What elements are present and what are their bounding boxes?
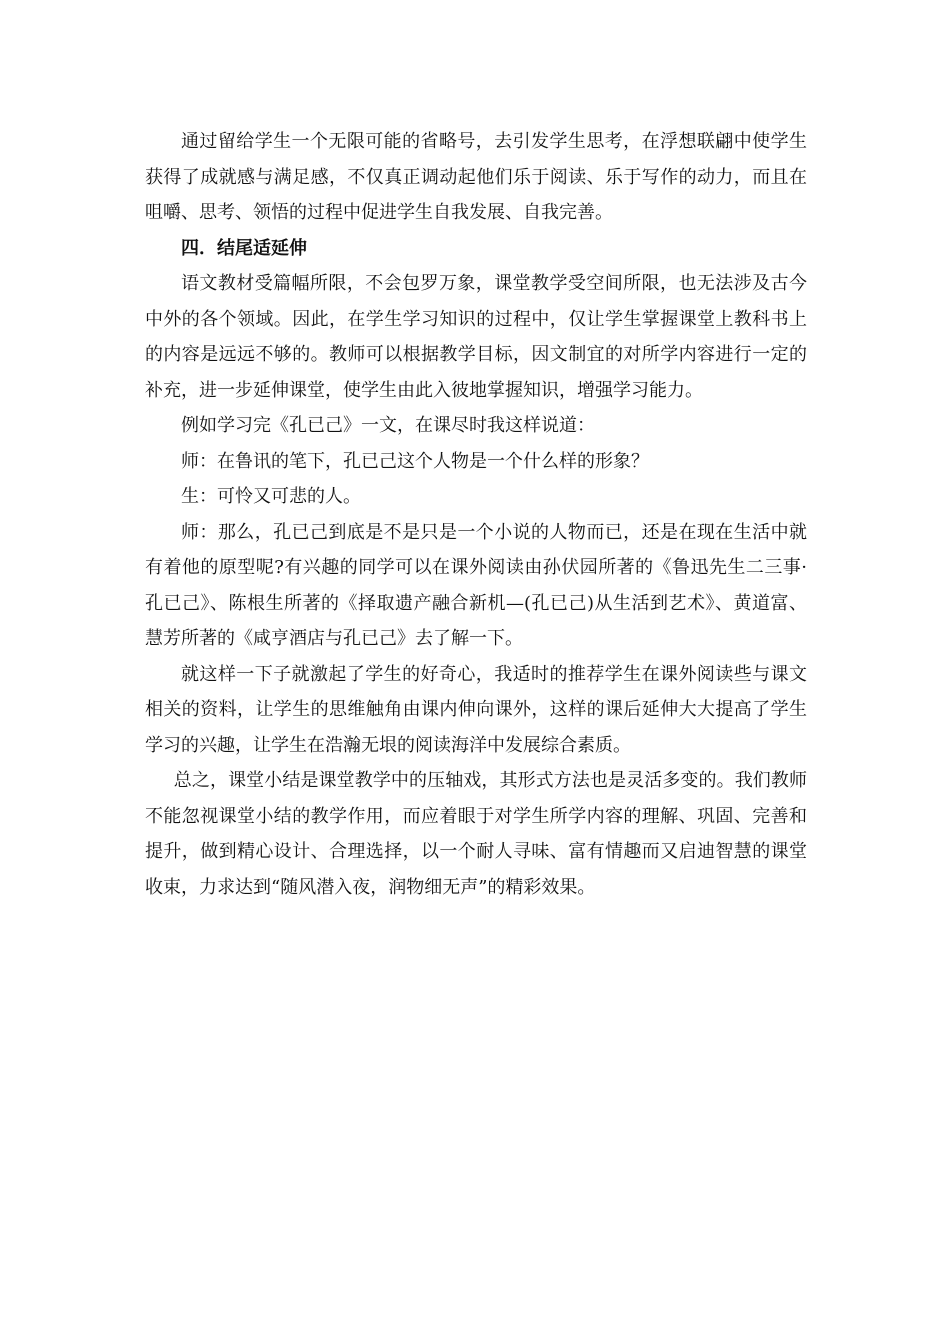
paragraph-example-intro: 例如学习完《孔已己》一文，在课尽时我这样说道：	[181, 415, 595, 436]
paragraph-teacher-question: 师：在鲁讯的笔下，孔已己这个人物是一个什么样的形象？	[181, 450, 649, 472]
document-page	[145, 124, 807, 905]
paragraph-ellipsis-effect: 通过留给学生一个无限可能的省略号，去引发学生思考，在浮想联翩中使学生获得了成就感与满足感，不仅真正调动起他们乐于阅读、乐于写作的动力，而且在咀嚼、思考、领悟的过程中促进学生自我发展、自我完善。	[145, 131, 807, 223]
paragraph-extension-intro: 语文教材受篇幅所限，不会包罗万象，课堂教学受空间所限，也无法涉及古今中外的各个领域。因此，在学生学习知识的过程中，仅让学生掌握课堂上教科书上的内容是远远不够的。教师可以根据教学目标，因文制宜的对所学内容进行一定的补充，进一步延伸课堂，使学生由此入彼地掌握知识，增强学习能力。	[145, 273, 807, 401]
paragraph-student-answer: 生：可怜又可悲的人。	[181, 486, 361, 507]
paragraph-curiosity-effect: 就这样一下子就激起了学生的好奇心，我适时的推荐学生在课外阅读些与课文相关的资料，让学生的思维触角由课内伸向课外，这样的课后延伸大大提高了学生学习的兴趣，让学生在浩瀚无垠的阅读海洋中发展综合素质。	[145, 663, 807, 756]
paragraph-teacher-followup: 师：那么，孔已己到底是不是只是一个小说的人物而已，还是在现在生活中就有着他的原型呢?有兴趣的同学可以在课外阅读由孙伏园所著的《鲁迅先生二三事·孔已己》、陈根生所著的《择取遗产融合新机—(孔已己)从生活到艺术》、黄道富、慧芳所著的《咸亨酒店与孔已己》去了解一下。	[145, 521, 807, 649]
section-heading-4: 四．结尾适延伸	[181, 237, 307, 259]
paragraph-conclusion: 总之，课堂小结是课堂教学中的压轴戏，其形式方法也是灵活多变的。我们教师不能忽视课堂小结的教学作用，而应着眼于对学生所学内容的理解、巩固、完善和提升，做到精心设计、合理选择，以一个耐人寻味、富有情趣而又启迪智慧的课堂收束，力求达到“随风潜入夜，润物细无声”的精彩效果。	[145, 770, 807, 898]
